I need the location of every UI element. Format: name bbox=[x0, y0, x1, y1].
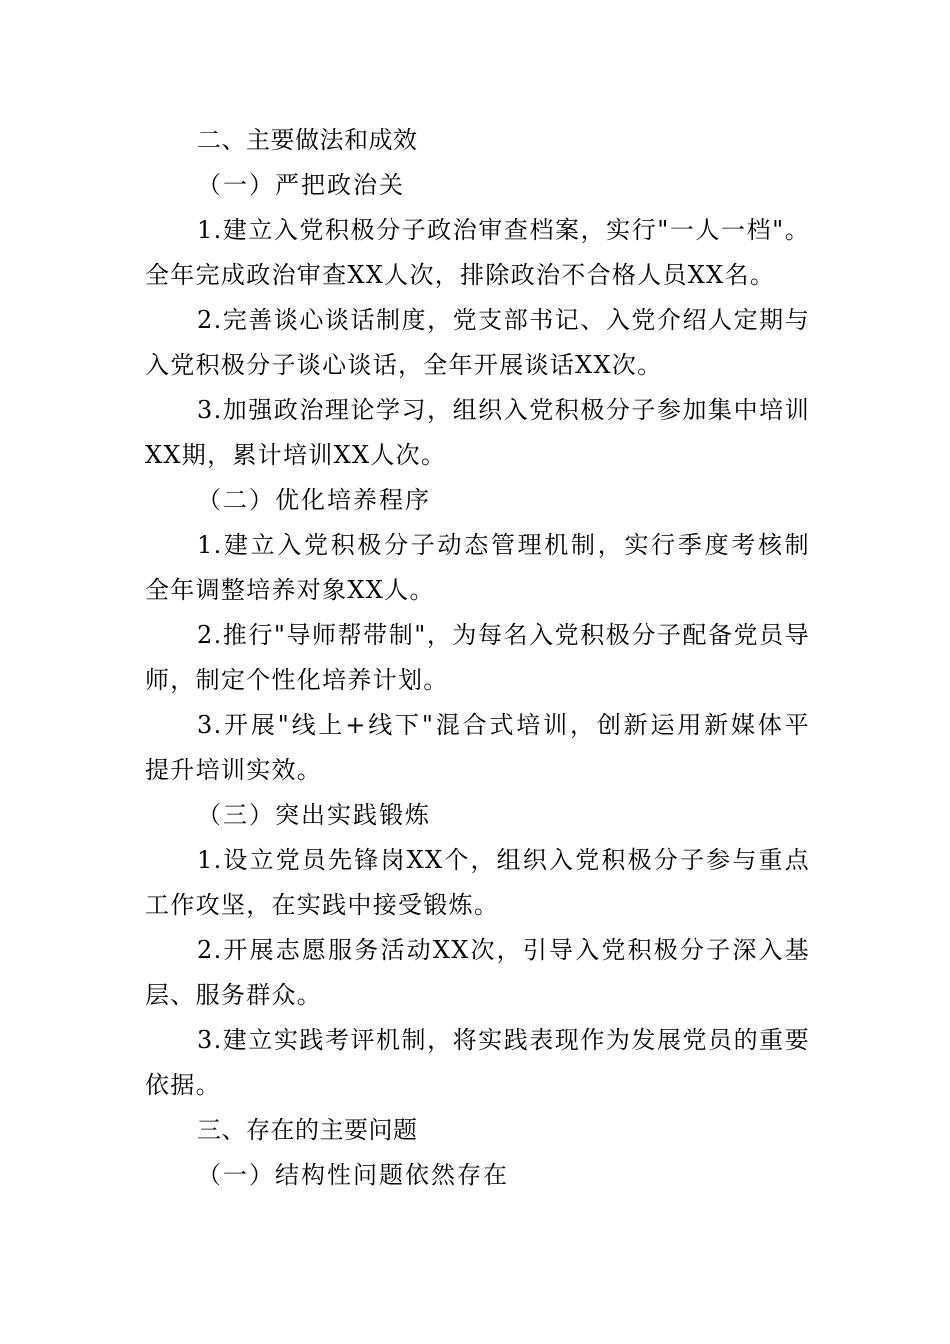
paragraph-line: 2.开展志愿服务活动XX次，引导入党积极分子深入基 bbox=[197, 936, 810, 964]
paragraph-line: 提升培训实效。 bbox=[145, 756, 323, 784]
paragraph-line: 工作攻坚，在实践中接受锻炼。 bbox=[145, 891, 500, 919]
section-heading-main-practices: 二、主要做法和成效 bbox=[197, 126, 418, 154]
section-heading-main-problems: 三、存在的主要问题 bbox=[197, 1116, 418, 1144]
subsection-heading-training: （二）优化培养程序 bbox=[197, 486, 431, 514]
paragraph-line: 1.设立党员先锋岗XX个，组织入党积极分子参与重点 bbox=[197, 846, 810, 874]
subsection-heading-political: （一）严把政治关 bbox=[197, 171, 405, 199]
paragraph-line: 3.建立实践考评机制，将实践表现作为发展党员的重要 bbox=[197, 1026, 810, 1054]
subsection-heading-practice: （三）突出实践锻炼 bbox=[197, 801, 431, 829]
paragraph-line: 1.建立入党积极分子动态管理机制，实行季度考核制 bbox=[197, 531, 810, 559]
paragraph-line: 2.完善谈心谈话制度，党支部书记、入党介绍人定期与 bbox=[197, 306, 810, 334]
paragraph-line: 入党积极分子谈心谈话，全年开展谈话XX次。 bbox=[145, 351, 663, 379]
paragraph-line: 依据。 bbox=[145, 1071, 221, 1099]
paragraph-line: 师，制定个性化培养计划。 bbox=[145, 666, 449, 694]
subsection-heading-structural: （一）结构性问题依然存在 bbox=[197, 1161, 509, 1189]
paragraph-line: 全年调整培养对象XX人。 bbox=[145, 576, 435, 604]
paragraph-line: 3.开展"线上+线下"混合式培训，创新运用新媒体平 bbox=[197, 711, 810, 739]
paragraph-line: 1.建立入党积极分子政治审查档案，实行"一人一档"。 bbox=[197, 216, 810, 244]
paragraph-line: 全年完成政治审查XX人次，排除政治不合格人员XX名。 bbox=[145, 261, 776, 289]
paragraph-line: XX期，累计培训XX人次。 bbox=[145, 441, 447, 469]
paragraph-line: 3.加强政治理论学习，组织入党积极分子参加集中培训 bbox=[197, 396, 810, 424]
paragraph-line: 2.推行"导师帮带制"，为每名入党积极分子配备党员导 bbox=[197, 621, 810, 649]
paragraph-line: 层、服务群众。 bbox=[145, 981, 323, 1009]
document-body bbox=[145, 118, 810, 1198]
